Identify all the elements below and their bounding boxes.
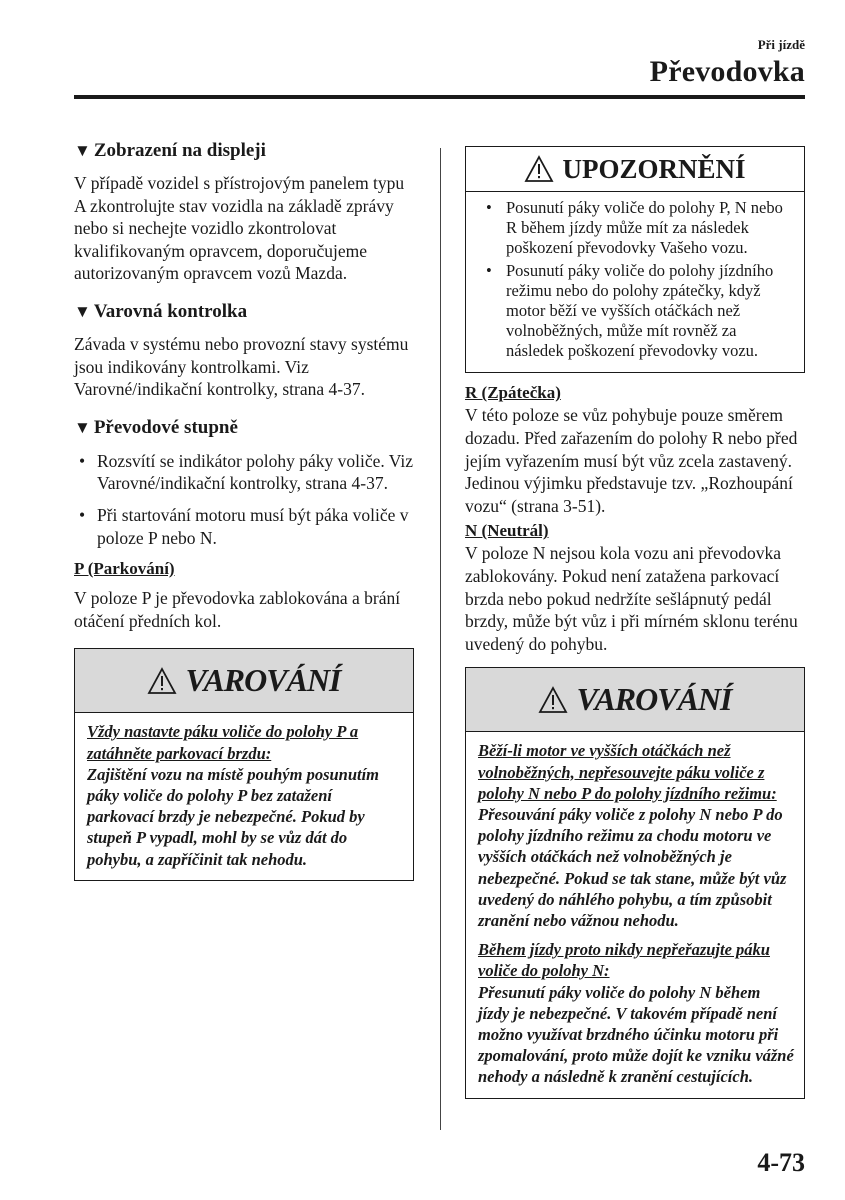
- reverse-text: V této poloze se vůz pohybuje pouze směrem dozadu. Před zařazením do polohy R nebo před jejím vyřazením musí být vůz zcela zastavený. Jedinou výjimku představuje tzv. „Rozhoupání vozu“ (strana 3-51).: [465, 405, 798, 516]
- list-item-text: Při startování motoru musí být páka voliče v poloze P nebo N.: [97, 504, 409, 548]
- warning-box-body: [75, 713, 413, 879]
- park-text: V poloze P je převodovka zablokována a brání otáčení předních kol.: [74, 588, 401, 631]
- warning-triangle-icon: [524, 155, 554, 183]
- column-divider: [440, 148, 441, 1130]
- warning-light-heading-wrap: [74, 299, 414, 325]
- warning-lead: Vždy nastavte páku voliče do polohy P a zatáhněte parkovací brzdu:: [87, 722, 359, 763]
- list-item: [74, 450, 414, 495]
- warning-box: [74, 648, 414, 880]
- warning-text: Přesouvání páky voliče z polohy N nebo P do polohy jízdního režimu za chodu motoru ve vyšších otáčkách než volnoběžných je nebezpečné. Pokud se tak stane, může být vůz uvedený do náhlého pohybu, a tím způsobit zranění nebo vážnou nehodu.: [478, 804, 787, 930]
- gears-heading: Převodové stupně: [93, 416, 238, 438]
- bullet-icon: •: [486, 261, 492, 281]
- bullet-icon: •: [79, 504, 86, 525]
- header-rule: [74, 95, 805, 99]
- display-heading-wrap: [74, 138, 414, 164]
- warning-box-body: [466, 732, 804, 1097]
- warning-lead: Během jízdy proto nikdy nepřeřazujte páku voliče do polohy N:: [478, 940, 770, 981]
- display-heading: Zobrazení na displeji: [93, 140, 266, 161]
- warning-box: [465, 667, 805, 1098]
- gears-section: [74, 415, 414, 549]
- warning-light-section: [74, 299, 414, 401]
- triangle-down-icon: ▼: [74, 301, 91, 321]
- list-item-text: Rozsvítí se indikátor polohy páky voliče. Viz Varovné/indikační kontrolky, strana 4-37.: [97, 450, 414, 494]
- warning-lead: Běží-li motor ve vyšších otáčkách než volnoběžných, nepřesouvejte páku voliče z polohy N nebo P do polohy jízdního režimu:: [478, 741, 777, 803]
- bullet-icon: •: [486, 198, 492, 217]
- caution-box: [465, 146, 805, 373]
- caution-box-title: UPOZORNĚNÍ: [562, 153, 746, 184]
- bullet-icon: •: [79, 450, 86, 471]
- triangle-down-icon: ▼: [74, 141, 91, 160]
- warning-box-title: VAROVÁNÍ: [185, 662, 341, 699]
- warning-box-title: VAROVÁNÍ: [576, 681, 732, 718]
- warning-light-text: Závada v systému nebo provozní stavy systému jsou indikovány kontrolkami. Viz Varovné/indikační kontrolky, strana 4-37.: [74, 333, 409, 400]
- section-label: Při jízdě: [757, 37, 805, 52]
- warning-text: Přesunutí páky voliče do polohy N během jízdy je nebezpečné. V takovém případě není možno využívat brzdného účinku motoru při zpomalování, proto může dojít ke vzniku vážné nehody a následně k zranění cestujících.: [478, 982, 794, 1087]
- list-item-text: Posunutí páky voliče do polohy P, N nebo R během jízdy může mít za následek poškození převodovky Vašeho vozu.: [506, 198, 783, 257]
- warning-box-header: [466, 668, 804, 732]
- left-column: [74, 138, 414, 881]
- caution-box-body: [466, 192, 804, 372]
- warning-light-heading: Varovná kontrolka: [93, 300, 248, 322]
- neutral-text: V poloze N nejsou kola vozu ani převodovka zablokovány. Pokud není zatažena parkovací brzda nebo pokud nedržíte sešlápnutý pedál brzdy, může být vůz i při mírném sklonu terénu uvedený do pohybu.: [465, 543, 798, 654]
- gears-list: [74, 450, 414, 549]
- warning-text: Zajištění vozu na místě pouhým posunutím páky voliče do polohy P bez zatažení parkovací brzdy je nebezpečné. Pokud by stupeň P vypadl, mohl by se vůz dát do pohybu, a zapříčinit tak nehodu.: [87, 764, 380, 869]
- warning-triangle-icon: [147, 667, 177, 695]
- display-text: V případě vozidel s přístrojovým panelem typu A zkontrolujte stav vozidla na základě zprávy nebo si nechejte vozidlo zkontrolovat kvalifikovaným opravcem, doporučujeme autorizovaným opravcem vozů Mazda.: [74, 173, 405, 284]
- list-item: [74, 504, 414, 549]
- list-item-text: Posunutí páky voliče do polohy jízdního režimu nebo do polohy zpátečky, když motor běží ve vyšších otáčkách než volnoběžných, může mít rovněž za následek poškození převodovky vozu.: [506, 261, 774, 360]
- display-section: [74, 138, 414, 285]
- neutral-label: N (Neutrál): [465, 521, 549, 541]
- right-column: [465, 146, 805, 1099]
- list-item: [474, 198, 796, 257]
- caution-list: [474, 198, 796, 360]
- list-item: [474, 261, 796, 360]
- triangle-down-icon: ▼: [74, 417, 91, 437]
- page-number: 4-73: [757, 1148, 805, 1177]
- warning-triangle-icon: [538, 686, 568, 714]
- park-label: P (Parkování): [74, 559, 175, 579]
- gears-heading-wrap: [74, 415, 414, 441]
- warning-box-header: [75, 649, 413, 713]
- page-title: Převodovka: [649, 55, 805, 88]
- caution-box-header: [466, 147, 804, 192]
- reverse-label: R (Zpátečka): [465, 383, 561, 403]
